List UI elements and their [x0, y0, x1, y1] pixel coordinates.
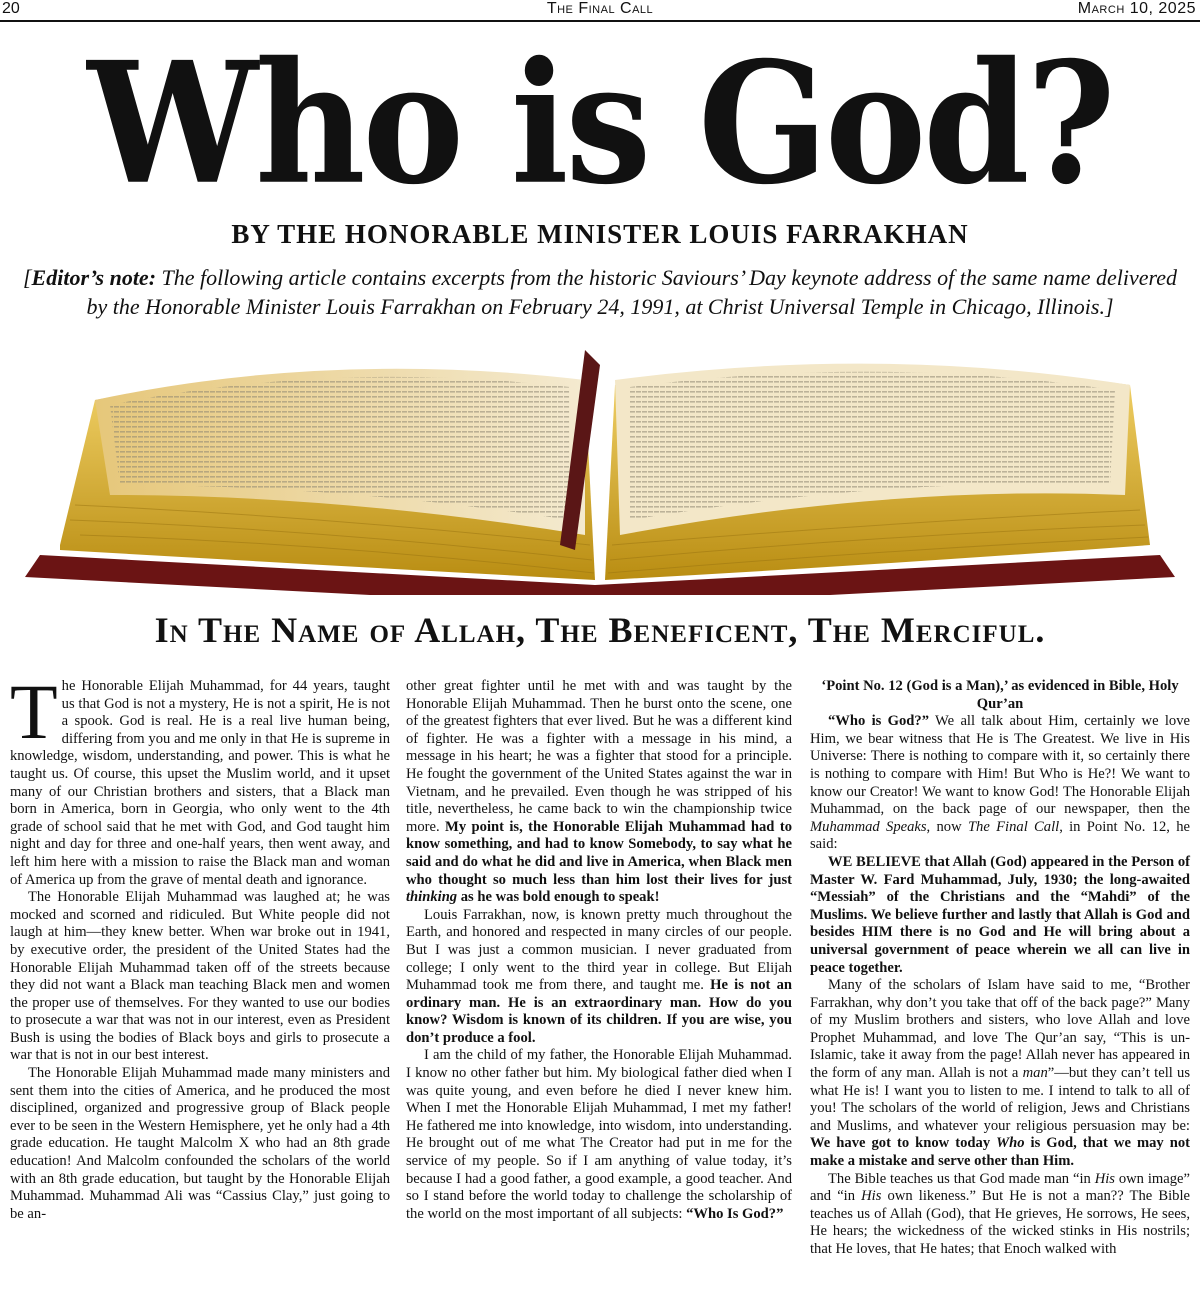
open-book-illustration: [0, 345, 1200, 595]
editors-note: [14, 263, 1186, 321]
paragraph-text: own likeness.” But He is not a man?? The Bible teaches us of Allah (God), that He grieves, He sorrows, He sees, He hears; the wickedness of the wicked stinks in His nostrils; that He loves, that He hates; that Enoch walked with: [810, 1188, 1190, 1257]
paragraph: [810, 1171, 1190, 1259]
paragraph-text: , in Point No. 12, he said:: [810, 818, 1190, 853]
italic-text: His: [1094, 1170, 1115, 1187]
paragraph: [10, 668, 390, 889]
paragraph-text: Many of the scholars of Islam have said to me, “Brother Farrakhan, why don’t you take that off of the back page?” Many of my Muslim brothers and sisters, who love Allah and love Prophet Muhammad, and love The Qur’an say, “This is un-Islamic, take it away from the page! Allah never has appeared in the form of any man. Allah is not a: [810, 977, 1190, 1082]
paragraph-text: other great fighter until he met with and was taught by the Honorable Elijah Muhammad. Then he burst onto the scene, one of the greatest fighters that ever lived. But he was a different kind of fighter. He was a fighter with a message in his mind, a message in his heart; he was a fighter that stood for a principle. He fought the government of the United States against the war in Vietnam, and he prevailed. Even though he was stripped of his title, nevertheless, he came back to win the championship twice more.: [406, 678, 792, 835]
paragraph: [810, 713, 1190, 854]
bold-text: We have got to know today: [810, 1135, 997, 1152]
paragraph-text: I am the child of my father, the Honorable Elijah Muhammad. I know no other father but him. My biological father died when I was quite young, and even before he died I never knew him. When I met the Honorable Elijah Muhammad, I met my father! He fathered me into knowledge, into wisdom, into understanding. He brought out of me what The Creator had put in me for the service of my people. So if I am anything of value today, it’s because I had a good father, a good example, a good teacher. And so I stand before the world today to challenge the scholarship of the world on the most important of all subjects:: [406, 1047, 792, 1222]
page-number: 20: [2, 0, 20, 17]
issue-date: March 10, 2025: [1077, 0, 1196, 17]
note-text: The following article contains excerpts from the historic Saviours’ Day keynote address of the same name delivered by the Honorable Minister Louis Farrakhan on February 24, 1991, at Christ Universal Temple in Chicago, Illinois.]: [86, 265, 1178, 319]
bold-italic-text: Who: [996, 1135, 1025, 1152]
publication-name: The Final Call: [546, 0, 654, 17]
paragraph: [406, 907, 792, 1048]
bold-text: as he was bold enough to speak!: [457, 889, 660, 906]
bold-italic-text: thinking: [406, 889, 458, 906]
paragraph-text: The Bible teaches us that God made man “in: [828, 1170, 1095, 1187]
paragraph: [406, 678, 792, 907]
paragraph-text: , now: [926, 818, 968, 835]
bold-text: WE BELIEVE that Allah (God) appeared in the Person of Master W. Fard Muhammad, July, 1930; the long-awaited “Messiah” of the Christians and the “Mahdi” of the Muslims. We believe further and lastly that Allah is God and besides HIM there is no God and He will bring about a universal government of peace wherein we all can live in peace together.: [810, 853, 1190, 976]
article-column-3: [810, 678, 1190, 1259]
note-bracket: [: [22, 265, 32, 290]
paragraph-text: ”—but they can’t tell us what He is! I want you to listen to me. I intend to talk to all of you! The scholars of the world of religion, Jews and Christians and Muslims, and whatever your religious persuasion may be:: [810, 1065, 1190, 1134]
paragraph-text: Louis Farrakhan, now, is known pretty much throughout the Earth, and honored and respected in many circles of our people. But I was just a common musician. I never graduated from college; I only went to the third year in college. But Elijah Muhammad took me from there, and taught me.: [406, 906, 792, 994]
note-label: Editor’s note:: [31, 265, 157, 290]
bold-text: is God, that we may not make a mistake and serve other than Him.: [810, 1135, 1190, 1170]
open-book-icon: [0, 345, 1200, 595]
paragraph: [810, 854, 1190, 977]
bold-text: He is not an ordinary man. He is an extraordinary man. How do you know? Wisdom is known of its children. If you are wise, you don’t produce a fool.: [406, 977, 792, 1046]
paragraph-text: We all talk about Him, certainly we love Him, we bear witness that He is The Greatest. We live in His Universe: There is nothing to compare with it, so certainly there is nothing to compare with Him! But Who is He?! We want to know our Creator! We want to know God! The Honorable Elijah Muhammad, on the back page of our newspaper, then the: [810, 713, 1190, 818]
byline: BY THE HONORABLE MINISTER LOUIS FARRAKHAN: [231, 219, 969, 249]
paragraph-text: he Honorable Elijah Muhammad, for 44 years, taught us that God is not a mystery, He is not a spirit, He is not a spook. God is real. He is a real live human being, differing from you and me only in that He is supreme in knowledge, wisdom, understanding, and power. This is what he taught us. Of course, this upset the Muslim world, and it upset many of our Christian brothers and sisters, that a Black man born in America, born in Georgia, who only went to the 4th grade of school said that he met with God, and God taught him night and day for three and one-half years, then went away, and left him here with a mission to raise the Black man and woman of America up from the grave of mental death and ignorance.: [10, 678, 390, 888]
paragraph: [406, 1047, 792, 1223]
italic-text: His: [861, 1188, 882, 1205]
italic-text: Muhammad Speaks: [810, 818, 927, 835]
bold-text: “Who Is God?”: [686, 1205, 784, 1222]
invocation-heading: In The Name of Allah, The Beneficent, The Merciful.: [154, 610, 1046, 650]
italic-text: man: [1022, 1065, 1048, 1082]
subheading: ‘Point No. 12 (God is a Man),’ as evidenced in Bible, Holy Qur’an: [821, 678, 1179, 712]
italic-text: The Final Call: [967, 818, 1060, 835]
article-title: Who is God?: [87, 24, 1113, 222]
paragraph: [810, 977, 1190, 1171]
paragraph: The Honorable Elijah Muhammad made many ministers and sent them into the cities of America, and he produced the most disciplined, organized and progressive group of Black people ever to be seen in the Western Hemisphere, yet he only had a 4th grade education. He taught Malcolm X who had an 8th grade education! And Malcolm confounded the scholars of the world with an 8th grade education, but taught by the Honorable Elijah Muhammad. Muhammad Ali was “Cassius Clay,” just going to be an-: [10, 1065, 390, 1222]
article-column-1: [10, 668, 390, 1223]
bold-text: “Who is God?”: [828, 713, 930, 730]
article-column-2: [406, 678, 792, 1223]
paragraph: The Honorable Elijah Muhammad was laughed at; he was mocked and scorned and ridiculed. But White people did not laugh at him—they knew better. When war broke out in 1941, by executive order, the president of the United States had the Honorable Elijah Muhammad taken off of the streets because they did not want a Black man teaching Black men and women the proper use of themselves. For they wanted to use our bodies to prosecute a war that was not in our interest, even as President Bush is using the bodies of Black boys and girls to prosecute a war that is not in our best interest.: [10, 889, 390, 1064]
drop-cap: T: [10, 668, 58, 755]
page-header: [0, 0, 1200, 22]
paragraph-text: own image” and “in: [810, 1170, 1190, 1205]
bold-text: My point is, the Honorable Elijah Muhammad had to know something, and had to know Somebody, to say what he said and do what he did and live in America, when Black men who thought so much less than him lost their lives for just: [406, 818, 792, 888]
